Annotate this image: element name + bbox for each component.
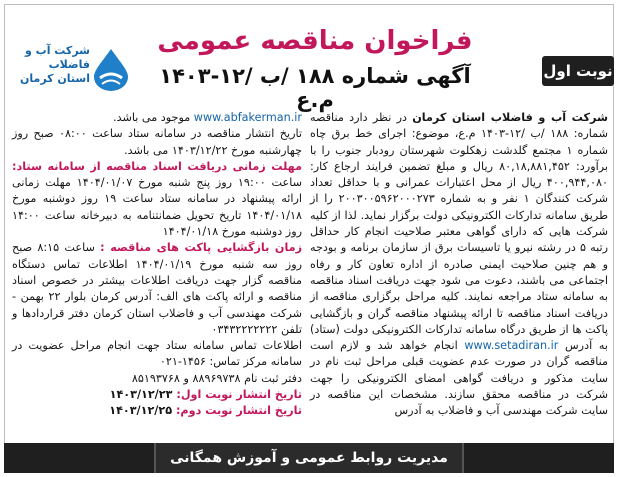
first-publication-label: تاریخ انتشار نوبت اول: bbox=[176, 388, 302, 402]
publish-info: تاریخ انتشار مناقصه در سامانه ستاد ساعت ۰۸:۰۰ صبح روز چهارشنبه مورخ ۱۴۰۳/۱۲/۲۲ می باشد. bbox=[12, 127, 303, 157]
abfakerman-link[interactable]: www.abfakerman.ir bbox=[193, 111, 302, 124]
notice-column-right bbox=[310, 110, 608, 420]
intro-paragraph bbox=[310, 110, 608, 420]
contact-info: اطلاعات تماس سامانه ستاد جهت انجام مراحل عضویت در سامانه مرکز تماس: ۱۴۵۶-۰۲۱ bbox=[12, 339, 302, 369]
notice-column-left bbox=[12, 110, 302, 420]
deadline-body: ساعت ۱۹:۰۰ روز پنج شنبه مورخ ۱۴۰۴/۰۱/۰۷ مهلت زمانی ارائه پیشنهاد در سامانه ستاد ساعت ۱۹ روز دوشنبه مورخ ۱۴۰۴/۰۱/۱۸ تاریخ تحویل ضمانتنامه به دبیرخانه ساعت ۱۴:۰۰ روز دوشنبه مورخ ۱۴۰۴/۰۱/۱۸ bbox=[12, 176, 302, 239]
footer-band bbox=[4, 443, 614, 473]
second-publication-label: تاریخ انتشار نوبت دوم: bbox=[175, 404, 302, 418]
website-line bbox=[12, 110, 302, 126]
footer-label: مدیریت روابط عمومی و آموزش همگانی bbox=[154, 443, 464, 473]
company-name: شرکت آب و فاضلاب استان کرمان bbox=[412, 111, 608, 124]
notice-number: آگهی شماره ۱۸۸ /ب /۱۲-۱۴۰۳ م.ع bbox=[159, 64, 471, 112]
website-tail: موجود می باشد. bbox=[113, 111, 194, 124]
opening-body: ساعت ۸:۱۵ صبح روز سه شنبه مورخ ۱۴۰۴/۰۱/۱۹ اطلاعات تماس دستگاه مناقصه گزار جهت دریافت اطلاعات بیشتر در خصوص اسناد مناقصه و ارائه پاکت های الف: آدرس کرمان بلوار ۲۲ بهمن - شرکت مهندسی آب و فاضلاب استان کرمان دفتر قراردادها و تلفن ۰۳۴۳۲۲۲۲۲۲۲ bbox=[12, 241, 303, 336]
deadline-paragraph bbox=[12, 159, 302, 240]
water-drop-icon bbox=[88, 46, 134, 92]
deadline-label: مهلت زمانی دریافت اسناد مناقصه از سامانه ستاد: bbox=[12, 159, 302, 173]
intro-tail: انجام خواهد شد و لازم است مناقصه گران در صورت عدم عضویت قبلی مراحل ثبت نام در سایت مذکور و دریافت گواهی امضای الکترونیکی را جهت شرکت در مناقصه محقق سازند. مشخصات این مناقصه در سایت شرکت مهندسی آب و فاضلاب به آدرس bbox=[310, 339, 608, 418]
intro-body: در نظر دارد مناقصه شماره: ۱۸۸ /ب /۱۲-۱۴۰۳ م.ع، موضوع: اجرای خط برق چاه شماره ۱ مجتمع گلدشت زهکلوت شهرستان رودبار جنوب را با برآورد: ۸۰,۱۸,۸۸۱,۴۵۲ ریال و مبلغ تضمین فرایند ارجاع کار: ۴۰۰,۹۴۴,۰۸۰ ریال از محل اعتبارات عمرانی و با حداقل تعداد شرکت کنندگان ۱ نفر و به شماره ۲۰۰۳۰۰۵۹۶۲۰۰۰۲۷۳ را از طریق سامانه تدارکات الکترونیکی دولت برگزار نماید. لذا از کلیه شرکت هایی که دارای گواهی معتبر صلاحیت انجام کار حداقل رتبه ۵ در رشته نیرو یا تاسیسات برق از سازمان برنامه و بودجه و هم چنین صلاحیت ایمنی صادره از اداره تعاون کار و رفاه اجتماعی می باشند، دعوت می شود جهت دریافت اسناد مناقصه به سامانه ستاد مراجعه نمایند. کلیه مراحل برگزاری مناقصه از دریافت اسناد مناقصه تا ارائه پیشنهاد مناقصه گران و بازگشایی پاکت ها از طریق درگاه سامانه تدارکات الکترونیکی دولت (ستاد) به آدرس bbox=[310, 111, 608, 353]
notice-title: فراخوان مناقصه عمومی bbox=[157, 26, 473, 56]
first-publication-date: ۱۴۰۳/۱۲/۲۳ bbox=[109, 388, 177, 402]
opening-label: زمان بازگشایی پاکت های مناقصه : bbox=[100, 241, 303, 255]
registry-info: دفتر ثبت نام ۸۸۹۶۹۷۳۸ و ۸۵۱۹۳۷۶۸ bbox=[131, 371, 302, 385]
opening-paragraph bbox=[12, 240, 302, 338]
setadiran-link[interactable]: www.setadiran.ir bbox=[464, 339, 559, 353]
second-publication-date: ۱۴۰۳/۱۲/۲۵ bbox=[109, 404, 176, 418]
company-logo bbox=[10, 44, 134, 100]
issue-badge: نوبت اول bbox=[542, 56, 614, 86]
logo-text: شرکت آب و فاضلاب استان کرمان bbox=[20, 44, 90, 85]
second-publication bbox=[12, 403, 302, 419]
first-publication bbox=[12, 387, 302, 403]
